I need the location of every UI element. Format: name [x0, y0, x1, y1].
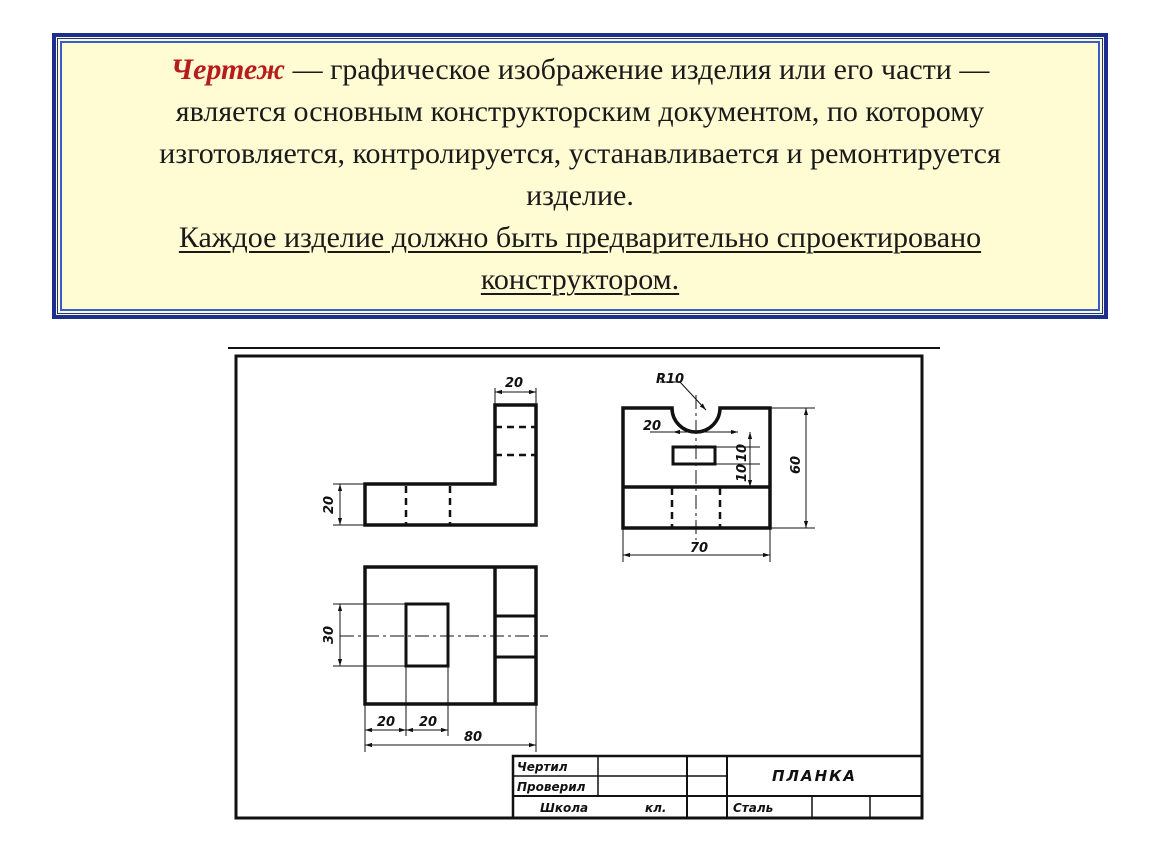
- title-block-drawn: Чертил: [517, 760, 568, 774]
- front-view: [333, 567, 548, 752]
- dim-slot-pos2: 10: [735, 463, 750, 482]
- dim-side-width: 70: [690, 541, 709, 556]
- dim-front-w1: 20: [377, 715, 396, 730]
- dim-slot-pos1: 10: [735, 443, 750, 462]
- dim-front-w2: 20: [419, 715, 438, 730]
- dim-left-height: 20: [322, 495, 337, 514]
- title-block-part-name: ПЛАНКА: [772, 767, 858, 785]
- definition-line-4: изделие.: [526, 179, 634, 212]
- definition-line-1-rest: — графическое изображение изделия или его части —: [285, 53, 990, 86]
- dim-side-height: 60: [789, 455, 804, 474]
- dim-radius: R10: [656, 372, 685, 387]
- note-line-2: конструктором.: [480, 263, 680, 296]
- dim-top-width: 20: [505, 376, 524, 391]
- dim-slot-width: 20: [643, 419, 662, 434]
- sheet-frame: [228, 348, 940, 818]
- note-line-1: Каждое изделие должно быть предварительно спроектировано: [178, 221, 982, 254]
- dim-front-total: 80: [464, 730, 483, 745]
- title-block-material: Сталь: [733, 801, 774, 815]
- title-block-checked: Проверил: [517, 780, 586, 794]
- definition-term: Чертеж: [170, 53, 286, 86]
- top-view: [333, 388, 536, 525]
- title-block-school: Школа: [540, 801, 589, 815]
- dim-front-height: 30: [322, 625, 337, 644]
- definition-line-3: изготовляется, контролируется, устанавливается и ремонтируется: [159, 137, 1001, 170]
- title-block-class: кл.: [645, 801, 667, 815]
- side-view: [623, 382, 815, 562]
- definition-line-2: является основным конструкторским документом, по которому: [175, 95, 985, 128]
